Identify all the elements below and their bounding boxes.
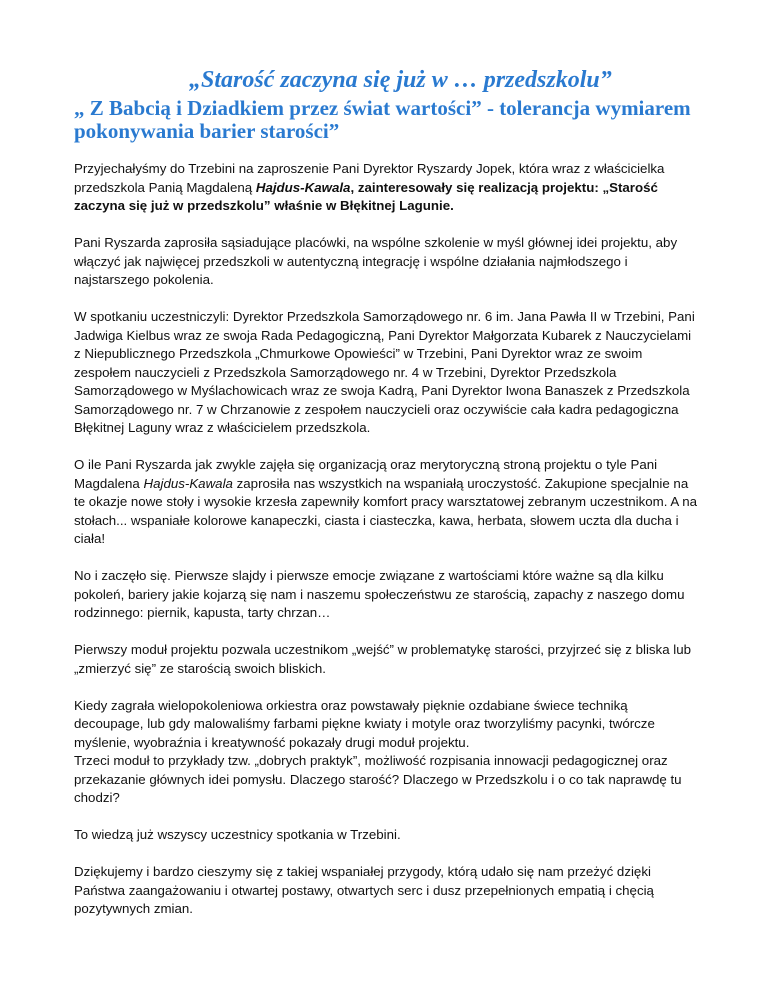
paragraph-intro-bold-text: , zainteresowały się realizacją projektu: „Starość zaczyna się już w przedszkolu” właśnie w Błękitnej Lagunie.: [74, 179, 658, 213]
paragraph-module-one: Pierwszy moduł projektu pozwala uczestnikom „wejść” w problematykę starości, przyjrzeć się z bliska lub „zmierzyć się” ze starością swoich bliskich.: [74, 642, 692, 676]
person-name-italic: Hajdus-Kawala: [143, 475, 233, 491]
paragraph-celebration-text-b: zaprosiła nas wszystkich na wspaniałą uroczystość. Zakupione specjalnie na te okazje nowe stoły i wysokie krzesła zapewniły komfort pracy warsztatowej zebranym uczestnikom. A na stołach... wspaniałe kolorowe kanapeczki, ciasta i ciasteczka, kawa, herbata, słowem uczta dla ducha i ciała!: [74, 475, 697, 546]
paragraph-invitation: Pani Ryszarda zaprosiła sąsiadujące placówki, na wspólne szkolenie w myśl głównej idei projektu, aby włączyć jak najwięcej przedszkoli w autentyczną integrację i wspólne działania najmłodszego i najstarszego pokolenia.: [74, 235, 678, 287]
paragraph-thanks: Dziękujemy i bardzo cieszymy się z takiej wspaniałej przygody, którą udało się nam przeżyć dzięki Państwa zaangażowaniu i otwartej postawy, otwartych serc i dusz przepełnionych empatią i chęcią pozytywnych zmian.: [74, 864, 654, 916]
document-subtitle: „ Z Babcią i Dziadkiem przez świat wartości” - tolerancja wymiarem pokonywania barier starości”: [74, 96, 691, 143]
paragraph-intro: [74, 160, 700, 216]
paragraph-participants: W spotkaniu uczestniczyli: Dyrektor Przedszkola Samorządowego nr. 6 im. Jana Pawła II w Trzebini, Pani Jadwiga Kielbus wraz ze swoja Rada Pedagogiczną, Pani Dyrektor Małgorzata Kubarek z Nauczycielami z Niepublicznego Przedszkola „Chmurkowe Opowieści” w Trzebini, Pani Dyrektor wraz ze swoim zespołem nauczycieli z Przedszkola Samorządowego nr. 4 w Trzebini, Dyrektor Przedszkola Samorządowego w Myślachowicach wraz ze swoja Kadrą, Pani Dyrektor Iwona Banaszek z Przedszkola Samorządowego nr. 7 w Chrzanowie z zespołem nauczycieli oraz oczywiście cała kadra pedagogiczna Błękitnej Laguny wraz z właścicielem przedszkola.: [74, 309, 695, 435]
paragraph-celebration-text-a: O ile Pani Ryszarda jak zwykle zajęła się organizacją oraz merytoryczną stroną projektu o tyle Pani Magdalena: [74, 457, 658, 491]
document-title: „Starość zaczyna się już w … przedszkolu”: [189, 67, 612, 93]
paragraph-participants-know: To wiedzą już wszyscy uczestnicy spotkania w Trzebini.: [74, 827, 401, 842]
paragraph-celebration: [74, 456, 700, 549]
paragraph-module-two: Kiedy zagrała wielopokoleniowa orkiestra oraz powstawały pięknie ozdabiane świece techniką decoupage, lub gdy malowaliśmy farbami piękne kwiaty i motyle oraz tworzyliśmy pacynki, twórcze myślenie, wyobraźnia i kreatywność pokazały drugi moduł projektu.: [74, 697, 655, 750]
paragraph-module-three: Trzeci moduł to przykłady tzw. „dobrych praktyk”, możliwość rozpisania innowacji pedagogicznej oraz przekazanie głównych idei pomysłu. Dlaczego starość? Dlaczego w Przedszkolu i o co tak naprawdę tu chodzi?: [74, 753, 682, 805]
paragraph-first-slides: No i zaczęło się. Pierwsze slajdy i pierwsze emocje związane z wartościami które ważne są dla kilku pokoleń, bariery jakie kojarzą się nam i naszemu społeczeństwu ze starością, zapachy z naszego domu rodzinnego: piernik, kapusta, tarty chrzan…: [74, 568, 685, 620]
paragraph-intro-text: Przyjechałyśmy do Trzebini na zaproszenie Pani Dyrektor Ryszardy Jopek, która wraz z właścicielka przedszkola Panią Magdaleną: [74, 161, 665, 195]
document-body: [74, 160, 700, 937]
person-name-emphasis: Hajdus-Kawala: [255, 179, 351, 195]
